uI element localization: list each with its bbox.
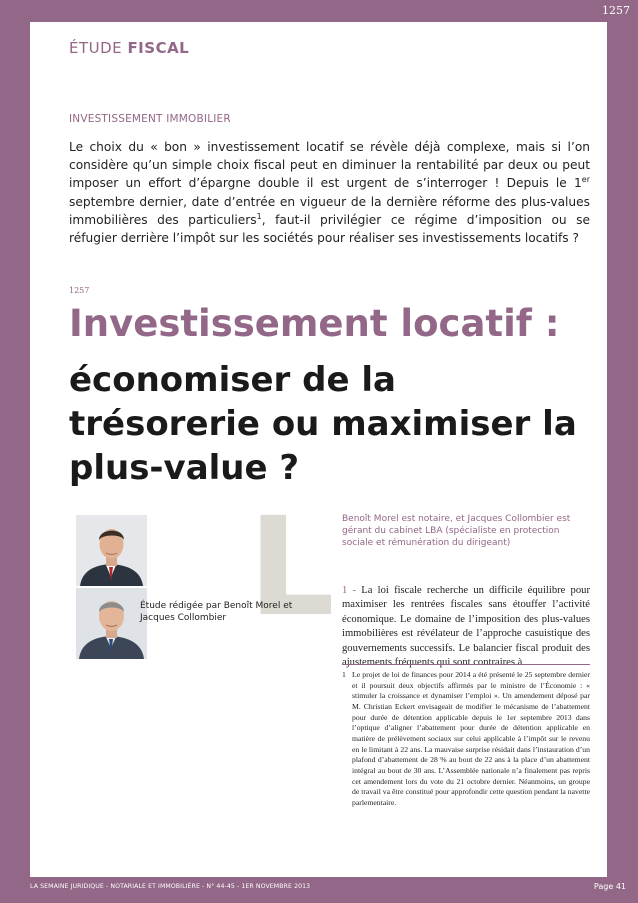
title-line-1: Investissement locatif :: [69, 302, 560, 345]
footer-page-number: Page 41: [593, 882, 626, 891]
paragraph-number: 1 -: [342, 585, 357, 596]
rubric-light: ÉTUDE: [69, 39, 123, 57]
chapeau-superscript-1: er: [581, 175, 590, 185]
author-bio: Benoît Morel est notaire, et Jacques Collombier est gérant du cabinet LBA (spécialiste en protection sociale et rémunération du dirigeant): [342, 514, 571, 549]
chapeau-part-1: Le choix du « bon » investissement locatif se révèle déjà complexe, mais si l’on considère qu’un simple choix fiscal peut en diminuer la rentabilité par deux ou peut imposer un effort d’épargne double il est urgent de s’interroger ! Depuis le 1: [69, 140, 590, 191]
body-text: La loi fiscale recherche un difficile équilibre pour maximiser les rentrées fiscales sans étouffer l’activité économique. Le domaine de l’imposition des plus-values immobilières est révélateur de l’approche casuistique des gouvernements successifs. Le balancier fiscal produit des ajustements fréquents qui sont contraires à: [342, 585, 590, 669]
author-credit: Étude rédigée par Benoît Morel et Jacques Collombier: [140, 601, 293, 623]
author-photo-benoit-morel: [76, 515, 147, 586]
chapeau-part-2: septembre dernier, date d’entrée en vigueur de la dernière réforme des plus-values immobilières des particuliers: [69, 194, 590, 227]
footnote-ref-1[interactable]: 1: [256, 211, 262, 221]
page-code-top: 1257: [602, 4, 630, 17]
footnote-text: Le projet de loi de finances pour 2014 a été présenté le 25 septembre dernier et il poursuit deux objectifs affirmés par le ministre de l’Économie : « stimuler la croissance et dynamiser l’emploi ». Un amendement déposé par M. Christian Eckert envisageait de modifier le mécanisme de l’abattement pour durée de détention applicable depuis le 1er septembre 2013 dans l’optique d’aligner l’abattement pour durée de détention applicable en matière de prélèvement sociaux sur celui applicable à l’impôt sur le revenu en le limitant à 22 ans. La mauvaise surprise résidait dans l’instauration d’un plafond d’abattement de 28 % au bout de 22 ans à la place d’un abattement intégral au bout de 30 ans. L’Assemblée nationale n’a finalement pas repris cet amendement lors du vote du 21 octobre dernier. Néanmoins, un groupe de travail va être constitué pour approfondir cette question pendant la navette parlementaire.: [352, 670, 590, 807]
footer-journal: LA SEMAINE JURIDIQUE - NOTARIALE ET IMMOBILIÈRE - N° 44-45 - 1ER NOVEMBRE 2013: [30, 883, 311, 890]
footnote-1: [342, 670, 590, 809]
rubric-header: [69, 39, 189, 57]
dropcap-letter: L: [248, 489, 335, 647]
rubric-bold: FISCAL: [127, 39, 190, 57]
footnote-divider: [342, 664, 590, 665]
body-paragraph-1: [342, 584, 590, 670]
article-code: 1257: [69, 286, 90, 295]
article-panel: [30, 22, 607, 877]
footnote-number: 1: [342, 670, 346, 679]
title-line-2: économiser de la trésorerie ou maximiser la plus-value ?: [69, 360, 577, 488]
author-photo-jacques-collombier: [76, 588, 147, 659]
chapeau: [69, 138, 590, 247]
chapeau-part-3: , faut-il privilégier ce régime d’imposition ou se réfugier derrière l’impôt sur les sociétés pour réaliser ses investissements locatifs ?: [69, 212, 590, 246]
kicker: INVESTISSEMENT IMMOBILIER: [69, 113, 231, 125]
